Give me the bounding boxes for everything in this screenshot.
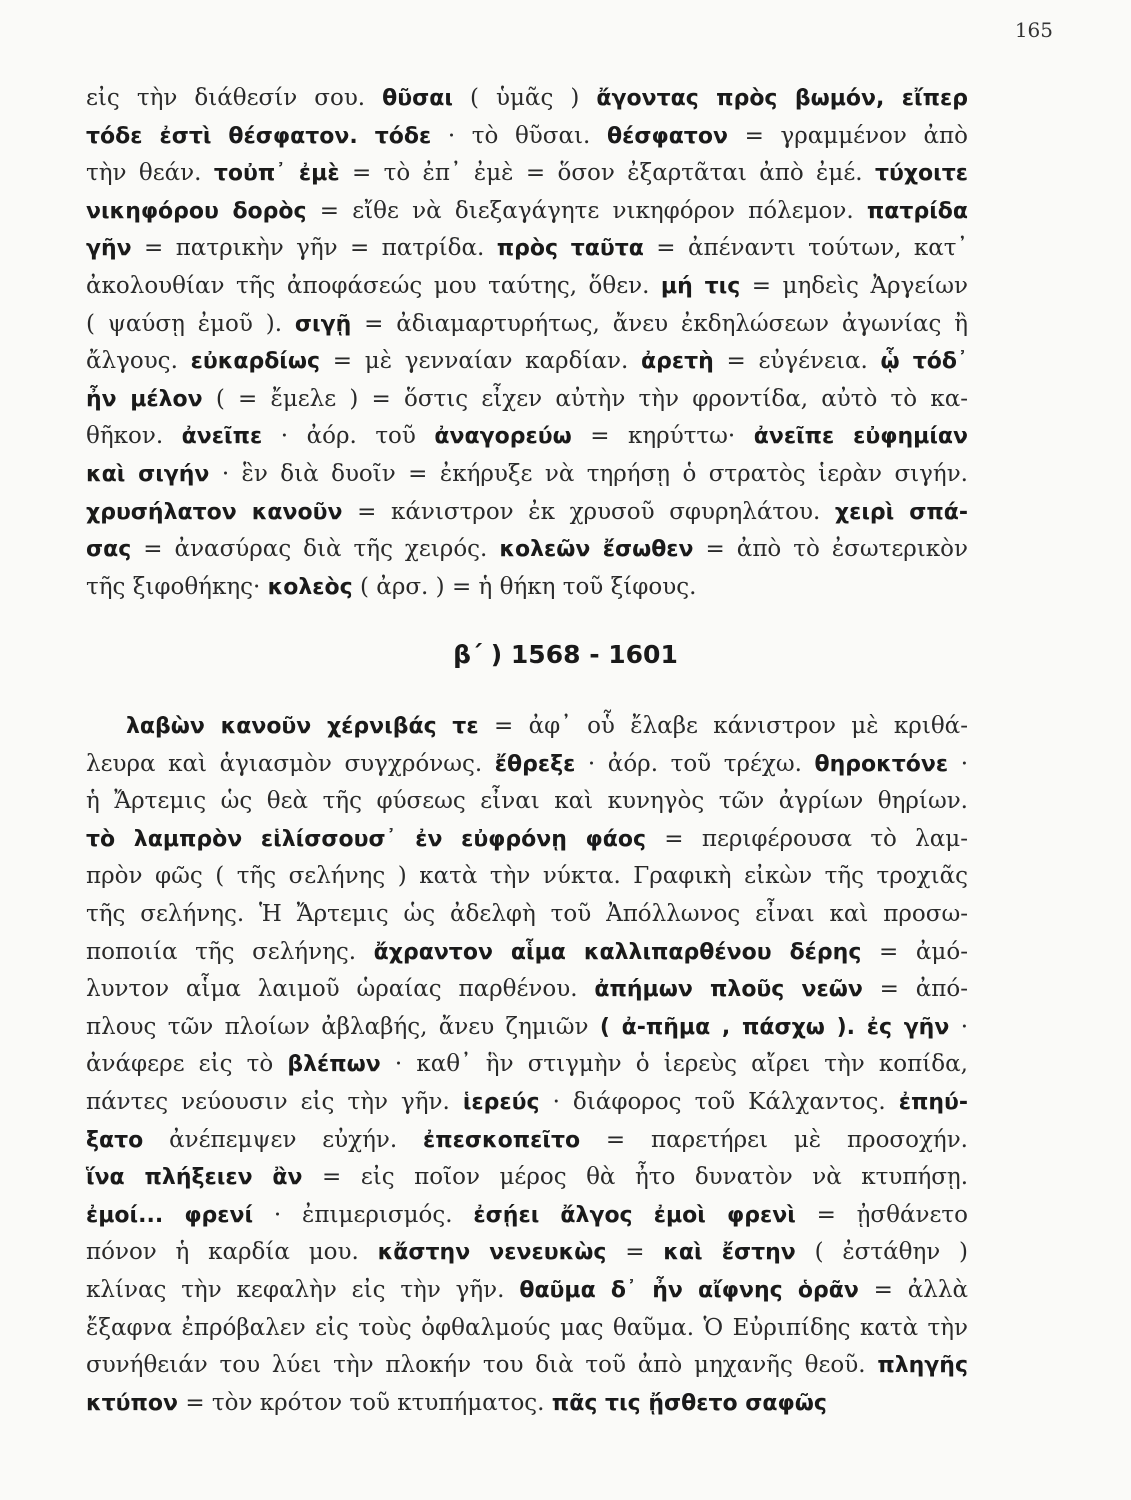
text-line: [86, 1310, 968, 1348]
lemma-term: νικηφόρου δορὸς: [86, 198, 307, 224]
lemma-term: ἀπήμων πλοῦς νεῶν: [594, 977, 863, 1003]
lemma-term: ἐμοί... φρενί: [86, 1202, 254, 1228]
commentary-block-top: [86, 80, 968, 606]
lemma-term: θηροκτόνε: [814, 751, 949, 777]
gloss-text: λευρα καὶ ἁγιασμὸν συγχρόνως.: [86, 750, 495, 777]
lemma-term: πληγῆς: [877, 1353, 968, 1379]
text-line: [86, 1046, 968, 1084]
text-line: [86, 1159, 968, 1197]
gloss-text: ( ψαύσῃ ἐμοῦ ).: [86, 310, 295, 337]
gloss-text: = γραμμένον ἀπὸ: [727, 122, 968, 149]
lemma-term: κτύπον: [86, 1390, 179, 1416]
text-line: [86, 80, 968, 118]
lemma-term: τόδε ἐστὶ θέσφατον. τόδε: [86, 123, 432, 149]
text-line: [86, 708, 968, 746]
gloss-text: τῆς ξιφοθήκης·: [86, 573, 268, 600]
text-line: [86, 193, 968, 231]
gloss-text: = μηδεὶς Ἀργείων: [740, 272, 968, 299]
gloss-text: ( = ἔμελε ) = ὅστις εἶχεν αὐτὴν τὴν φροντίδα, αὐτὸ τὸ κα-: [202, 385, 968, 412]
page-number: 165: [1014, 18, 1053, 42]
lemma-term: ξατο: [86, 1127, 144, 1153]
gloss-text: πόνον ἡ καρδία μου.: [86, 1239, 378, 1266]
text-line: [86, 230, 968, 268]
gloss-text: = μὲ γενναίαν καρδίαν.: [320, 348, 641, 375]
lemma-term: ᾧ τόδ᾽: [880, 349, 968, 375]
lemma-term: ἐσῄει ἄλγος ἐμοὶ φρενὶ: [473, 1202, 796, 1228]
gloss-text: = παρετήρει μὲ προσοχήν.: [580, 1126, 968, 1153]
text-line: [86, 456, 968, 494]
gloss-text: ἄλγους.: [86, 348, 191, 375]
lemma-term: πρὸς ταῦτα: [496, 236, 644, 262]
text-line: [86, 1234, 968, 1272]
text-line: [86, 1197, 968, 1235]
lemma-term: βλέπων: [287, 1052, 381, 1078]
lemma-term: ἦν μέλον: [86, 386, 203, 412]
commentary-block-bottom: [86, 708, 968, 1422]
lemma-term: ἀρετὴ: [640, 349, 714, 375]
gloss-text: = ᾐσθάνετο: [795, 1201, 968, 1228]
gloss-text: ( ἐστάθην ): [795, 1239, 968, 1266]
text-line: [86, 1009, 968, 1047]
text-line: [86, 268, 968, 306]
lemma-term: ἐπεσκοπεῖτο: [422, 1127, 581, 1153]
gloss-text: · διάφορος τοῦ Κάλχαντος.: [539, 1088, 899, 1115]
lemma-term: πᾶς τις ᾔσθετο σαφῶς: [551, 1390, 827, 1416]
gloss-text: · ἀόρ. τοῦ τρέχω.: [575, 750, 815, 777]
gloss-text: = ἀμό-: [861, 938, 968, 965]
lemma-term: καὶ ἔστην: [663, 1240, 796, 1266]
lemma-term: κἄστην νενευκὼς: [377, 1240, 607, 1266]
text-line: [86, 531, 968, 569]
gloss-text: = ἀδιαμαρτυρήτως, ἄνευ ἐκδηλώσεων ἀγωνίας ἢ: [351, 310, 968, 337]
lemma-term: καὶ σιγήν: [86, 461, 210, 487]
text-line: [86, 306, 968, 344]
gloss-text: · ἐπιμερισμός.: [253, 1201, 474, 1228]
lemma-term: λαβὼν κανοῦν χέρνιβάς τε: [126, 714, 479, 739]
lemma-term: θῦσαι: [382, 86, 453, 111]
gloss-text: πρὸν φῶς ( τῆς σελήνης ) κατὰ τὴν νύκτα. Γραφικὴ εἰκὼν τῆς τροχιᾶς: [86, 863, 968, 890]
lemma-term: πατρίδα: [866, 198, 968, 224]
text-line: [86, 783, 968, 821]
gloss-text: = ἀπὸ τὸ ἐσωτερικὸν: [693, 536, 968, 563]
lemma-term: σας: [86, 537, 132, 563]
gloss-text: λυντον αἷμα λαιμοῦ ὡραίας παρθένου.: [86, 976, 595, 1003]
text-line: [86, 1385, 968, 1423]
text-line: [86, 1122, 968, 1160]
text-line: [86, 494, 968, 532]
gloss-text: = εὐγένεια.: [713, 348, 881, 375]
lemma-term: ἄγοντας πρὸς βωμόν, εἴπερ: [596, 86, 968, 111]
text-line: [86, 971, 968, 1009]
gloss-text: · καθ᾽ ἣν στιγμὴν ὁ ἱερεὺς αἴρει τὴν κοπίδα,: [380, 1051, 968, 1078]
lemma-term: ἀναγορεύω: [434, 424, 572, 450]
gloss-text: ( ἀρσ. ) = ἡ θήκη τοῦ ξίφους.: [352, 573, 697, 600]
text-line: [86, 821, 968, 859]
lemma-term: ( ἀ-πῆμα , πάσχω ). ἐς γῆν: [599, 1014, 950, 1040]
lemma-term: χρυσήλατον κανοῦν: [86, 499, 343, 525]
lemma-term: τύχοιτε: [874, 161, 969, 187]
gloss-text: = πατρικὴν γῆν = πατρίδα.: [131, 235, 497, 262]
gloss-text: ·: [949, 1013, 969, 1040]
gloss-text: θῆκον.: [86, 423, 182, 450]
lemma-term: κολεῶν ἔσωθεν: [499, 537, 694, 563]
text-line: [86, 934, 968, 972]
gloss-text: ποποιία τῆς σελήνης.: [86, 938, 374, 965]
lemma-term: τὸ λαμπρὸν εἱλίσσουσ᾽ ἐν εὐφρόνῃ φάος: [86, 826, 647, 852]
gloss-text: τῆς σελήνης. Ἡ Ἄρτεμις ὡς ἀδελφὴ τοῦ Ἀπόλλωνος εἶναι καὶ προσω-: [86, 900, 968, 927]
lemma-term: ἱερεύς: [462, 1089, 540, 1115]
lemma-term: θαῦμα δ᾽ ἦν αἴφνης ὁρᾶν: [519, 1277, 859, 1303]
gloss-text: = κάνιστρον ἐκ χρυσοῦ σφυρηλάτου.: [342, 498, 835, 525]
text-line: [86, 155, 968, 193]
gloss-text: τὴν θεάν.: [86, 160, 214, 187]
gloss-text: = κηρύττω·: [571, 423, 754, 450]
lemma-term: ἀνεῖπε: [181, 424, 263, 450]
gloss-text: = ἀπό-: [862, 976, 968, 1003]
gloss-text: ἀκολουθίαν τῆς ἀποφάσεώς μου ταύτης, ὅθεν.: [86, 272, 661, 299]
gloss-text: = περιφέρουσα τὸ λαμ-: [646, 825, 969, 852]
gloss-text: = τὸ ἐπ᾽ ἐμὲ = ὅσον ἐξαρτᾶται ἀπὸ ἐμέ.: [339, 160, 875, 187]
gloss-text: πλους τῶν πλοίων ἀβλαβής, ἄνευ ζημιῶν: [86, 1013, 600, 1040]
lemma-term: θέσφατον: [606, 123, 728, 149]
lemma-term: εὐκαρδίως: [190, 349, 321, 375]
lemma-term: ἵνα πλήξειεν ἂν: [86, 1165, 303, 1191]
gloss-text: κλίνας τὴν κεφαλὴν εἰς τὴν γῆν.: [86, 1276, 520, 1303]
gloss-text: ἡ Ἄρτεμις ὡς θεὰ τῆς φύσεως εἶναι καὶ κυνηγὸς τῶν ἀγρίων θηρίων.: [86, 788, 968, 815]
text-line: [86, 343, 968, 381]
lemma-term: ἀνεῖπε εὐφημίαν: [753, 424, 969, 450]
gloss-text: = ἀλλὰ: [858, 1276, 968, 1303]
gloss-text: = εἴθε νὰ διεξαγάγητε νικηφόρον πόλεμον.: [306, 197, 867, 224]
lemma-term: ἔθρεξε: [494, 751, 576, 777]
text-line: [86, 1084, 968, 1122]
lemma-term: ἐπηύ-: [898, 1089, 969, 1115]
text-line: [86, 381, 968, 419]
text-line: [86, 418, 968, 456]
gloss-text: · ἓν διὰ δυοῖν = ἐκήρυξε νὰ τηρήσῃ ὁ στρατὸς ἱερὰν σιγήν.: [209, 460, 968, 487]
text-line: [86, 746, 968, 784]
lemma-term: γῆν: [86, 236, 132, 262]
gloss-text: = εἰς ποῖον μέρος θὰ ἦτο δυνατὸν νὰ κτυπήσῃ.: [302, 1164, 969, 1191]
gloss-text: · τὸ θῦσαι.: [431, 122, 607, 149]
text-line: [86, 858, 968, 896]
text-line: [86, 1272, 968, 1310]
gloss-text: ·: [948, 750, 969, 777]
text-line: [86, 1347, 968, 1385]
lemma-term: μή τις: [660, 273, 741, 299]
gloss-text: = τὸν κρότον τοῦ κτυπήματος.: [178, 1389, 552, 1416]
gloss-text: συνήθειάν του λύει τὴν πλοκήν του διὰ τοῦ ἀπὸ μηχανῆς θεοῦ.: [86, 1352, 878, 1379]
text-line: [86, 896, 968, 934]
lemma-term: χειρὶ σπά-: [834, 499, 968, 525]
gloss-text: πάντες νεύουσιν εἰς τὴν γῆν.: [86, 1088, 463, 1115]
lemma-term: τοὐπ᾽ ἐμὲ: [213, 161, 340, 187]
gloss-text: ἔξαφνα ἐπρόβαλεν εἰς τοὺς ὀφθαλμούς μας θαῦμα. Ὁ Εὐριπίδης κατὰ τὴν: [86, 1314, 968, 1341]
lemma-term: ἄχραντον αἷμα καλλιπαρθένου δέρης: [373, 939, 862, 965]
gloss-text: =: [606, 1239, 664, 1266]
text-line: [86, 569, 968, 607]
gloss-text: = ἀφ᾽ οὗ ἔλαβε κάνιστρον μὲ κριθά-: [478, 713, 968, 739]
section-heading: β΄ ) 1568 - 1601: [453, 640, 678, 669]
gloss-text: ἀνάφερε εἰς τὸ: [86, 1051, 288, 1078]
gloss-text: ( ὑμᾶς ): [452, 85, 597, 111]
gloss-text: = ἀπέναντι τούτων, κατ᾽: [643, 235, 968, 262]
gloss-text: = ἀνασύρας διὰ τῆς χειρός.: [131, 536, 500, 563]
lemma-term: κολεὸς: [267, 574, 353, 600]
gloss-text: εἰς τὴν διάθεσίν σου.: [86, 85, 383, 111]
gloss-text: · ἀόρ. τοῦ: [262, 423, 435, 450]
text-line: [86, 118, 968, 156]
lemma-term: σιγῇ: [294, 311, 352, 337]
gloss-text: ἀνέπεμψεν εὐχήν.: [143, 1126, 423, 1153]
